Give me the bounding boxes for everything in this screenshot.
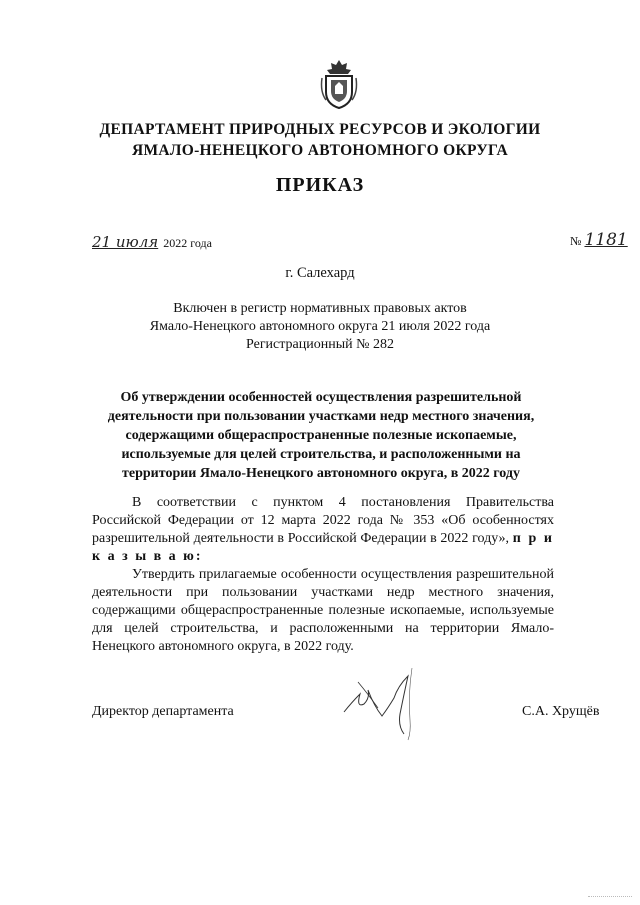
registry-note (0, 300, 640, 354)
handwritten-number: 1181 (584, 230, 628, 250)
number-prefix: № (570, 234, 582, 248)
footer-dots (588, 896, 632, 899)
handwritten-date: 21 июля (92, 233, 159, 251)
registry-line3: Регистрационный № 282 (246, 337, 394, 352)
signatory-name: С.А. Хрущёв (522, 704, 600, 719)
city: г. Салехард (285, 265, 355, 281)
paragraph-decision: Утвердить прилагаемые особенности осуществления разрешительной деятельности при пользовании участками недр местного значения, содержащими общераспространенные полезные ископаемые, используемые для целей строительства, и расположенными на территории Ямало-Ненецкого автономного округа, в 2022 году. (92, 567, 554, 654)
department-name-line2: ЯМАЛО-НЕНЕЦКОГО АВТОНОМНОГО ОКРУГА (131, 142, 509, 159)
handwritten-signature (338, 664, 434, 742)
paragraph-basis (92, 494, 554, 566)
date-suffix: 2022 года (163, 236, 212, 250)
order-keyword: п р и к а з ы в а ю: (92, 531, 554, 564)
department-name-line1: ДЕПАРТАМЕНТ ПРИРОДНЫХ РЕСУРСОВ И ЭКОЛОГИИ (99, 121, 541, 138)
order-number (570, 230, 628, 250)
order-date (92, 233, 212, 251)
signatory-position: Директор департамента (92, 704, 234, 719)
order-title: ПРИКАЗ (275, 174, 365, 196)
paragraph-basis-text: В соответствии с пунктом 4 постановления Правительства Российской Федерации от 12 марта 2022 года № 353 «Об особенностях разрешительной деятельности в Российской Федерации в 2022 году», (92, 495, 554, 546)
document-title: Об утверждении особенностей осуществления разрешительной деятельности при пользовании участками недр местного значения, содержащими общераспространенные полезные ископаемые, используемые для целей строительства, и расположенными на территории Ямало-Ненецкого автономного округа, в 2022 году (107, 390, 535, 481)
registry-line2: Ямало-Ненецкого автономного округа 21 июля 2022 года (149, 319, 491, 334)
registry-line1: Включен в регистр нормативных правовых актов (173, 301, 467, 316)
coat-of-arms-emblem (318, 58, 360, 110)
